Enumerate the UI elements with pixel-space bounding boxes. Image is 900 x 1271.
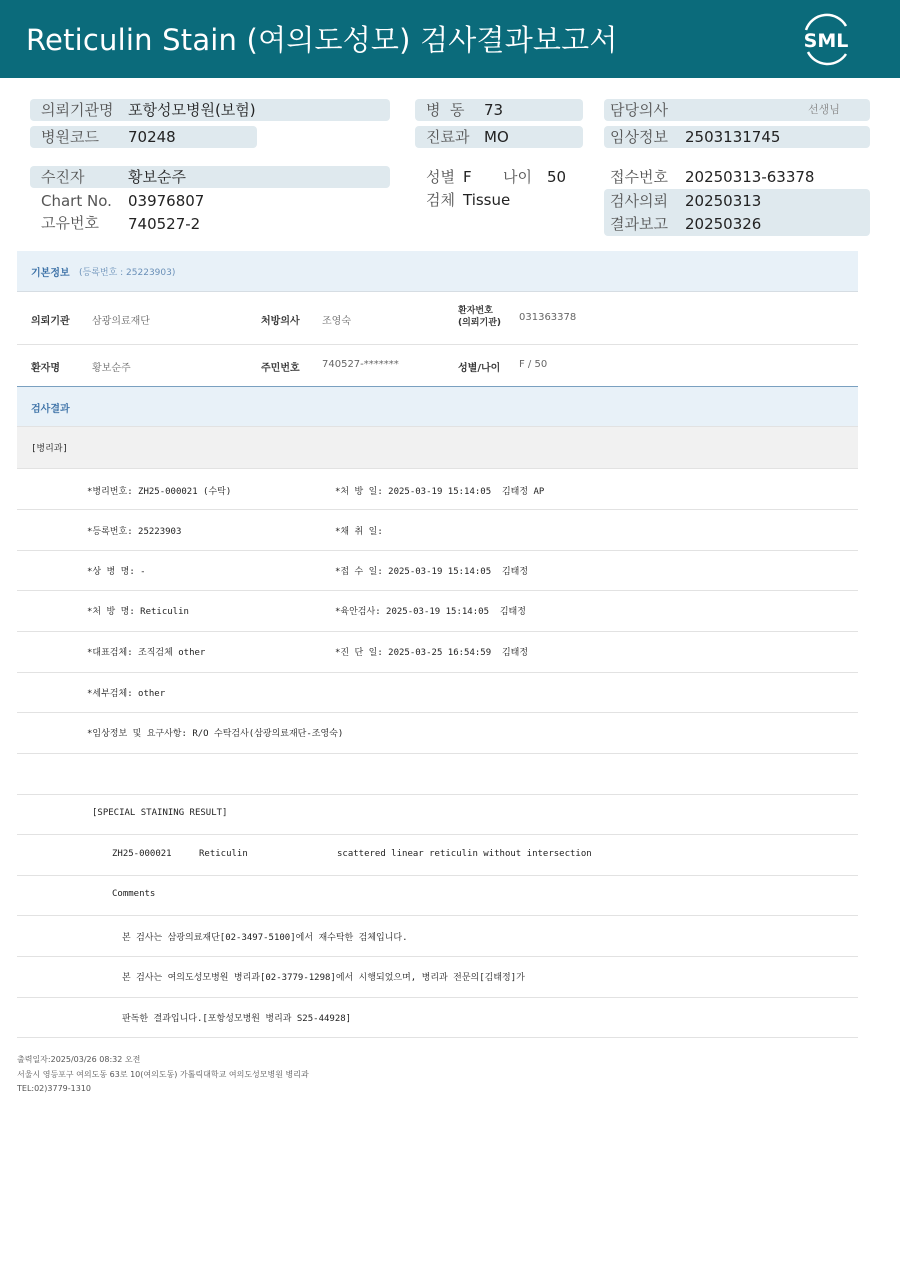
doctor-value: 선생님	[808, 103, 840, 116]
result-left: *처 방 명: Reticulin	[87, 607, 189, 617]
basic-value: 740527-*******	[322, 359, 399, 370]
request-value: 20250313	[685, 192, 762, 210]
patient-value: 황보순주	[128, 168, 186, 186]
ward-value: 73	[484, 101, 504, 119]
special-stain: Reticulin	[199, 849, 248, 859]
result-line	[17, 632, 858, 673]
doctor-label: 담당의사	[610, 101, 668, 119]
result-left: *대표검체: 조직검체 other	[87, 648, 206, 658]
result-line	[17, 713, 858, 754]
basic-value: 조영숙	[322, 316, 351, 327]
dept-label: 진료과	[426, 128, 470, 146]
patient-label: 수진자	[41, 168, 85, 186]
basic-label: 환자명	[31, 363, 60, 374]
dept-value: MO	[484, 128, 509, 146]
result-right: *진 단 일: 2025-03-25 16:54:59 김태정	[335, 648, 529, 658]
basic-value: 031363378	[519, 312, 577, 323]
result-line	[17, 673, 858, 713]
uid-label: 고유번호	[41, 214, 99, 232]
result-right: *육안검사: 2025-03-19 15:14:05 김태정	[335, 607, 526, 617]
clinical-label: 임상정보	[610, 128, 668, 146]
result-left: *병리번호: ZH25-000021 (수탁)	[87, 487, 232, 497]
result-left: *등록번호: 25223903	[87, 527, 182, 537]
basic-info-header	[17, 251, 858, 292]
special-id: ZH25-000021	[112, 849, 172, 859]
result-line	[17, 591, 858, 632]
chart-label: Chart No.	[41, 192, 112, 210]
logo-text: SML	[803, 30, 849, 52]
clinical-value: 2503131745	[685, 128, 781, 146]
age-value: 50	[547, 168, 567, 186]
comment-row	[17, 916, 858, 957]
result-left: *세부검체: other	[87, 689, 166, 699]
requester-label: 의뢰기관명	[41, 101, 114, 119]
comments-label: Comments	[112, 889, 156, 899]
result-right: *접 수 일: 2025-03-19 15:14:05 김태정	[335, 567, 529, 577]
ward-label: 병 동	[426, 101, 465, 119]
special-title-row	[17, 795, 858, 835]
specimen-label: 검체	[426, 191, 455, 209]
comments-row	[17, 876, 858, 916]
special-result-row	[17, 835, 858, 876]
basic-info-reg: (등록번호 : 25223903)	[79, 268, 176, 278]
result-left: *임상정보 및 요구사항: R/O 수탁검사(삼광의료재단-조영숙)	[87, 729, 344, 739]
special-result: scattered linear reticulin without intersection	[337, 849, 592, 859]
comment-text: 본 검사는 삼광의료재단[02-3497-5100]에서 재수탁한 검체입니다.	[122, 933, 408, 943]
result-line	[17, 510, 858, 551]
comment-row	[17, 957, 858, 998]
result-right: *채 취 일:	[335, 527, 383, 537]
hospital-code-label: 병원코드	[41, 128, 99, 146]
results-title: 검사결과	[31, 404, 70, 415]
basic-label: 의뢰기관	[31, 316, 70, 327]
hospital-code-value: 70248	[128, 128, 176, 146]
basic-value: F / 50	[519, 359, 548, 370]
report-label: 결과보고	[610, 215, 668, 233]
comment-row	[17, 998, 858, 1038]
dept-label: [병리과]	[31, 444, 68, 454]
requester-value: 포항성모병원(보험)	[128, 101, 256, 119]
result-line	[17, 469, 858, 510]
report-header	[0, 0, 900, 78]
result-line	[17, 551, 858, 591]
basic-label: 환자번호 (의뢰기관)	[458, 306, 502, 328]
receipt-label: 접수번호	[610, 168, 668, 186]
chart-value: 03976807	[128, 192, 205, 210]
basic-label: 성별/나이	[458, 363, 501, 374]
request-label: 검사의뢰	[610, 192, 668, 210]
basic-info-title: 기본정보	[31, 268, 70, 279]
results-dept-row	[17, 427, 858, 469]
sml-logo	[798, 12, 854, 66]
results-header	[17, 387, 858, 427]
receipt-value: 20250313-63378	[685, 168, 815, 186]
basic-info-row	[17, 345, 858, 387]
comment-text: 판독한 결과입니다.[포항성모병원 병리과 S25-44928]	[122, 1014, 352, 1024]
sex-label: 성별	[426, 168, 455, 186]
footer-tel: TEL:02)3779-1310	[17, 1084, 91, 1093]
result-right: *처 방 일: 2025-03-19 15:14:05 김태정 AP	[335, 487, 545, 497]
report-title: Reticulin Stain (여의도성모) 검사결과보고서	[26, 23, 618, 57]
footer-address: 서울시 영등포구 여의도동 63로 10(여의도동) 가톨릭대학교 여의도성모병원 병리과	[17, 1070, 309, 1079]
basic-label: 처방의사	[261, 316, 300, 327]
comment-text: 본 검사는 여의도성모병원 병리과[02-3779-1298]에서 시행되었으며, 병리과 전문의[김태정]가	[122, 973, 525, 983]
result-left: *상 병 명: -	[87, 567, 146, 577]
basic-value: 황보순주	[92, 363, 131, 374]
report-value: 20250326	[685, 215, 762, 233]
special-title: [SPECIAL STAINING RESULT]	[92, 808, 228, 818]
specimen-value: Tissue	[463, 191, 511, 209]
age-label: 나이	[503, 168, 532, 186]
basic-label: 주민번호	[261, 363, 300, 374]
result-blank-row	[17, 754, 858, 795]
uid-value: 740527-2	[128, 215, 201, 233]
sex-value: F	[463, 168, 472, 186]
basic-value: 삼광의료재단	[92, 316, 150, 327]
footer-printed: 출력일자:2025/03/26 08:32 오전	[17, 1055, 141, 1064]
basic-info-row	[17, 292, 858, 345]
